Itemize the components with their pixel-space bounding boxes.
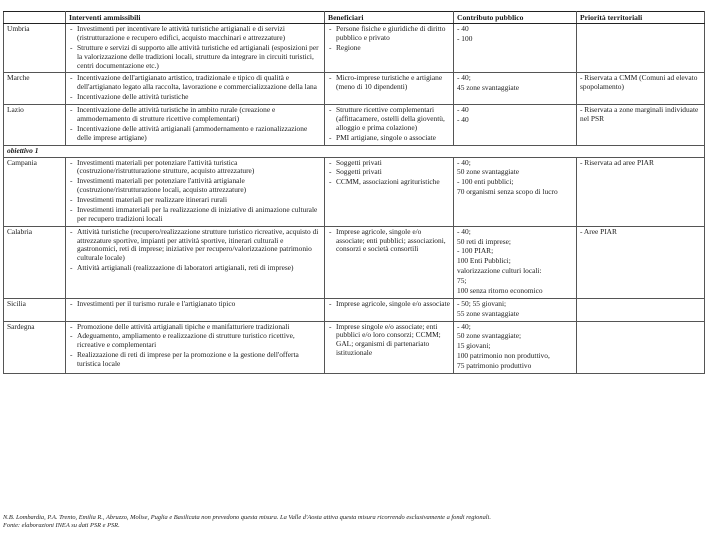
- contribution-item: - 100 enti pubblici;: [457, 177, 514, 187]
- beneficiary-item: - Imprese agricole, singole e/o associate: [328, 300, 450, 309]
- table-row: [4, 226, 705, 298]
- contribution-cell: [454, 157, 577, 226]
- beneficiary-item: - Imprese singole e/o associate; enti pubblici e/o loro consorzi; CCMM; GAL; organismi di partenariato istituzionale: [328, 323, 450, 359]
- intervention-item: - Promozione delle attività artigianali tipiche e manifatturiere tradizionali: [69, 323, 321, 332]
- beneficiaries-cell: [325, 298, 454, 321]
- interventions-list: [69, 300, 321, 309]
- contribution-item: - 50; 55 giovani;: [457, 298, 507, 308]
- interventions-list: [69, 159, 321, 224]
- beneficiaries-list: [328, 106, 450, 143]
- interventions-cell: [66, 298, 325, 321]
- beneficiaries-list: [328, 159, 450, 188]
- contribution-item: 15 giovani;: [457, 341, 491, 351]
- interventions-cell: [66, 73, 325, 105]
- priority-item: - Aree PIAR: [580, 226, 617, 236]
- beneficiaries-cell: [325, 105, 454, 146]
- header-region: [4, 12, 66, 24]
- intervention-item: - Strutture e servizi di supporto alle attività turistiche ed artigianali (esposizioni per la valorizzazione delle tradizioni locali, strutture da integrare in circuiti turistici, centri documentazione etc.): [69, 44, 321, 71]
- contribution-item: 70 organismi senza scopo di lucro: [457, 187, 558, 197]
- intervention-item: - Investimenti materiali per potenziare l'attività turistica (costruzione/ristrutturazione strutture, acquisto attrezzature): [69, 159, 321, 177]
- region-name: Umbria: [4, 24, 66, 73]
- priority-list: [580, 74, 701, 92]
- contribution-item: 45 zone svantaggiate: [457, 83, 519, 93]
- intervention-item: - Investimenti materiali per potenziare l'attività artigianale (costruzione/ristrutturazione locali, acquisto attrezzature): [69, 177, 321, 195]
- table-row: [4, 157, 705, 226]
- contribution-cell: [454, 24, 577, 73]
- beneficiaries-cell: [325, 321, 454, 373]
- contribution-item: - 40;: [457, 321, 471, 331]
- table-row: [4, 24, 705, 73]
- intervention-item: - Investimenti immateriali per la realizzazione di iniziative di animazione culturale per recupero tradizioni locali: [69, 206, 321, 224]
- interventions-list: [69, 228, 321, 273]
- beneficiary-item: - Imprese agricole, singole e/o associate; enti pubblici; associazioni, consorzi e società consortili: [328, 228, 450, 255]
- beneficiaries-cell: [325, 157, 454, 226]
- region-name: Sardegna: [4, 321, 66, 373]
- intervention-item: - Attività artigianali (realizzazione di laboratori artigianali, reti di imprese): [69, 264, 321, 273]
- contribution-item: - 40;: [457, 157, 471, 167]
- intervention-item: - Investimenti per il turismo rurale e l'artigianato tipico: [69, 300, 321, 309]
- priority-cell: [577, 298, 705, 321]
- contribution-item: - 100: [457, 33, 473, 43]
- contribution-item: - 40: [457, 24, 469, 34]
- priority-list: [580, 159, 701, 168]
- interventions-list: [69, 106, 321, 143]
- contribution-list: [457, 300, 573, 319]
- interventions-cell: [66, 157, 325, 226]
- beneficiary-item: - Regione: [328, 44, 450, 53]
- contribution-item: - 40;: [457, 226, 471, 236]
- priority-item: - Riservata a zone marginali individuate nel PSR: [580, 105, 699, 123]
- priority-item: - Riservata ad aree PIAR: [580, 157, 654, 167]
- table-header-row: [4, 12, 705, 24]
- contribution-item: - 40: [457, 114, 469, 124]
- beneficiary-item: - Strutture ricettive complementari (affittacamere, ostelli della gioventù, alloggio e prima colazione): [328, 106, 450, 133]
- contribution-item: - 40;: [457, 73, 471, 83]
- interventions-list: [69, 25, 321, 70]
- interventions-cell: [66, 24, 325, 73]
- priority-cell: [577, 24, 705, 73]
- contribution-list: [457, 25, 573, 44]
- intervention-item: - Incentivazione dell'artigianato artistico, tradizionale e tipico di qualità e dell'artigianato legato alla raccolta, lavorazione e commercializzazione della lana: [69, 74, 321, 92]
- contribution-list: [457, 228, 573, 296]
- intervention-item: - Incentivazione delle attività turistiche: [69, 93, 321, 102]
- contribution-cell: [454, 321, 577, 373]
- priority-cell: [577, 157, 705, 226]
- beneficiaries-cell: [325, 226, 454, 298]
- contribution-item: 55 zone svantaggiate: [457, 308, 519, 318]
- intervention-item: - Realizzazione di reti di imprese per la promozione e la gestione dell'offerta turistica locale: [69, 351, 321, 369]
- contribution-item: valorizzazione culturi locali:: [457, 266, 542, 276]
- contribution-item: 75;: [457, 276, 467, 286]
- interventions-cell: [66, 321, 325, 373]
- contribution-cell: [454, 298, 577, 321]
- header-interventions: Interventi ammissibili: [66, 12, 325, 24]
- contribution-item: 50 reti di imprese;: [457, 236, 511, 246]
- header-beneficiaries: Beneficiari: [325, 12, 454, 24]
- priority-cell: [577, 321, 705, 373]
- contribution-list: [457, 159, 573, 198]
- beneficiary-item: - Micro-imprese turistiche e artigiane (meno di 10 dipendenti): [328, 74, 450, 92]
- contribution-cell: [454, 226, 577, 298]
- priority-list: [580, 106, 701, 124]
- contribution-item: - 40: [457, 105, 469, 115]
- table-row: [4, 105, 705, 146]
- contribution-item: 75 patrimonio produttivo: [457, 361, 532, 371]
- table-row: [4, 298, 705, 321]
- beneficiary-item: - PMI artigiane, singole o associate: [328, 134, 450, 143]
- table-separator: [4, 145, 705, 157]
- contribution-item: 50 zone svantaggiate;: [457, 331, 522, 341]
- beneficiaries-list: [328, 300, 450, 309]
- note-nb: N.B. Lombardia, P.A. Trento, Emilia R., Abruzzo, Molise, Puglia e Basilicata non prevedono questa misura. La Valle d'Aosta attiva questa misura ricorrendo esclusivamente a fondi regionali.: [3, 514, 491, 521]
- intervention-item: - Investimenti materiali per realizzare itinerari rurali: [69, 196, 321, 205]
- priority-item: - Riservata a CMM (Comuni ad elevato spopolamento): [580, 73, 698, 92]
- objective-label: obiettivo 1: [4, 145, 705, 157]
- table-body-group-1: [4, 24, 705, 146]
- priority-cell: [577, 105, 705, 146]
- beneficiaries-cell: [325, 24, 454, 73]
- intervention-item: - Incentivazione delle attività artigianali (ammodernamento e razionalizzazione delle imprese artigiane): [69, 125, 321, 143]
- region-name: Calabria: [4, 226, 66, 298]
- contribution-item: 50 zone svantaggiate: [457, 167, 519, 177]
- table-body-group-2: [4, 157, 705, 373]
- beneficiaries-list: [328, 228, 450, 255]
- separator-row: [4, 145, 705, 157]
- table-row: [4, 73, 705, 105]
- region-name: Sicilia: [4, 298, 66, 321]
- contribution-item: 100 senza ritorno economico: [457, 285, 543, 295]
- beneficiary-item: - CCMM, associazioni agrituristiche: [328, 178, 450, 187]
- interventions-list: [69, 323, 321, 369]
- region-name: Lazio: [4, 105, 66, 146]
- contribution-item: - 100 PIAR;: [457, 246, 494, 256]
- beneficiaries-cell: [325, 73, 454, 105]
- interventions-cell: [66, 226, 325, 298]
- beneficiary-item: - Soggetti privati: [328, 159, 450, 168]
- interventions-cell: [66, 105, 325, 146]
- contribution-item: 100 Enti Pubblici;: [457, 256, 511, 266]
- beneficiary-item: - Soggetti privati: [328, 168, 450, 177]
- contribution-cell: [454, 73, 577, 105]
- table-row: [4, 321, 705, 373]
- intervention-item: - Incentivazione delle attività turistiche in ambito rurale (creazione e ammodernamento di strutture ricettive complementari): [69, 106, 321, 124]
- beneficiaries-list: [328, 323, 450, 359]
- contribution-list: [457, 323, 573, 371]
- intervention-item: - Attività turistiche (recupero/realizzazione strutture turistico ricreative, acquisto di attrezzature sportive, impianti per attività sportive, itinerari culturali e gastronomici, reti di imprese; iniziative per recupero/valorizzazione patrimonio culturale locale): [69, 228, 321, 264]
- contribution-list: [457, 74, 573, 93]
- beneficiary-item: - Persone fisiche e giuridiche di diritto pubblico e privato: [328, 25, 450, 43]
- note-source: Fonte: elaborazioni INEA su dati PSR e PSR.: [3, 522, 120, 530]
- contribution-cell: [454, 105, 577, 146]
- beneficiaries-list: [328, 74, 450, 92]
- footnotes: [3, 514, 703, 531]
- header-contribution: Contributo pubblico: [454, 12, 577, 24]
- measures-table: [3, 11, 705, 374]
- region-name: Marche: [4, 73, 66, 105]
- beneficiaries-list: [328, 25, 450, 53]
- interventions-list: [69, 74, 321, 102]
- region-name: Campania: [4, 157, 66, 226]
- priority-cell: [577, 73, 705, 105]
- contribution-list: [457, 106, 573, 125]
- intervention-item: - Investimenti per incentivare le attività turistiche artigianali e di servizi (ristrutturazione e recupero edifici, acquisto macchinari e attrezzature): [69, 25, 321, 43]
- contribution-item: 100 patrimonio non produttivo,: [457, 351, 550, 361]
- priority-list: [580, 228, 701, 237]
- intervention-item: - Adeguamento, ampliamento e realizzazione di strutture turistico ricettive, ricreative e complementari: [69, 332, 321, 350]
- header-priority: Priorità territoriali: [577, 12, 705, 24]
- priority-cell: [577, 226, 705, 298]
